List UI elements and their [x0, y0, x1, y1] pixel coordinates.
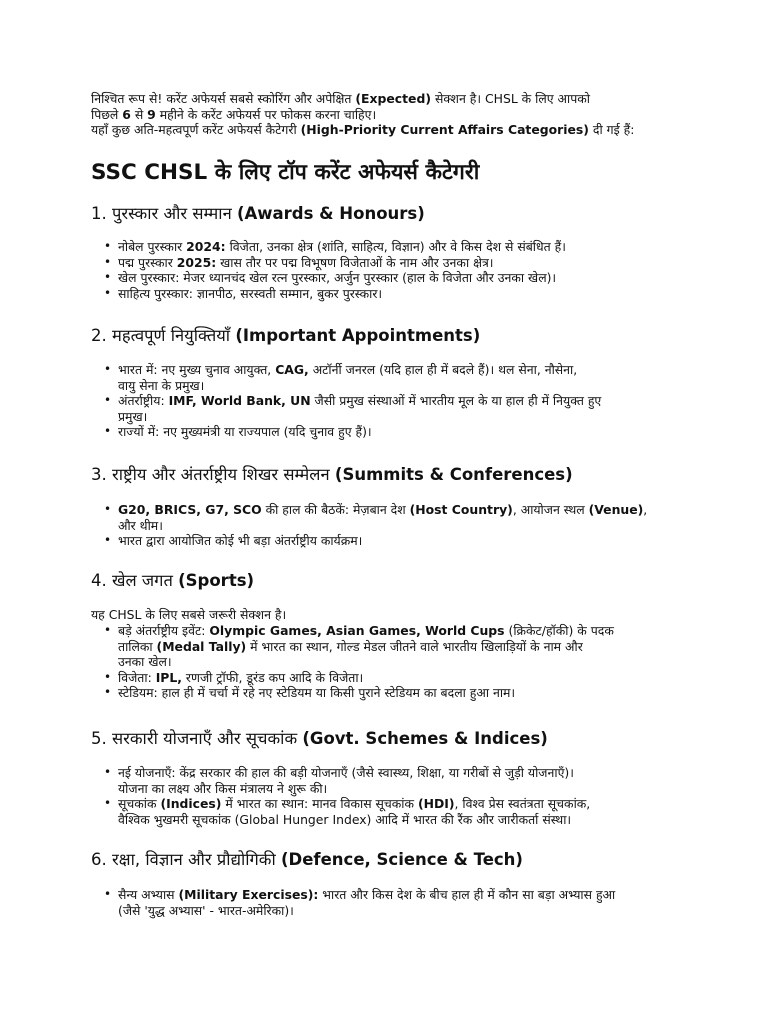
list-item [91, 424, 679, 440]
item-text: (क्रिकेट/हॉकी) के पदक [504, 623, 614, 638]
item-text: भारत में: नए मुख्य चुनाव आयुक्त, [118, 362, 276, 377]
item-text: योजना का लक्ष्य और किस मंत्रालय ने शुरू की। [118, 780, 328, 796]
section-heading-schemes [91, 728, 548, 750]
heading-hindi: 3. राष्ट्रीय और अंतर्राष्ट्रीय शिखर सम्मेलन [91, 465, 335, 484]
list-item [91, 502, 679, 533]
list-item [91, 255, 679, 271]
bullet-icon: • [104, 393, 112, 407]
heading-english: (Govt. Schemes & Indices) [302, 729, 548, 748]
heading-hindi: 2. महत्वपूर्ण नियुक्तियाँ [91, 326, 236, 345]
item-text: खास तौर पर पद्म विभूषण विजेताओं के नाम और उनका क्षेत्र। [216, 254, 494, 270]
section-heading-awards [91, 203, 425, 225]
item-text: में भारत का स्थान: मानव विकास सूचकांक [221, 796, 418, 811]
heading-english: (Sports) [178, 571, 255, 590]
item-bold: (Military Exercises): [178, 887, 319, 902]
item-text: वैश्विक भुखमरी सूचकांक (Global Hunger Index) आदि में भारत की रैंक और जारीकर्ता संस्था। [118, 811, 572, 827]
item-text: , [643, 502, 648, 517]
item-text: (जैसे 'युद्ध अभ्यास' - भारत-अमेरिका)। [118, 902, 294, 918]
item-text: स्टेडियम: हाल ही में चर्चा में रहे नए स्टेडियम या किसी पुराने स्टेडियम का बदला हुआ नाम। [118, 685, 516, 700]
item-bold: (Medal Tally) [156, 638, 247, 654]
bullet-icon: • [104, 685, 112, 699]
intro-text: निश्चित रूप से! करेंट अफेयर्स सबसे स्कोरिंग और अपेक्षित [91, 91, 356, 106]
item-bold: 2024: [186, 239, 226, 254]
item-text: , आयोजन स्थल [512, 502, 589, 517]
intro-text: से [130, 106, 148, 122]
item-bold: (Venue) [588, 502, 644, 517]
list-item [91, 623, 679, 670]
item-text: , विश्व प्रेस स्वतंत्रता सूचकांक, [454, 796, 591, 811]
heading-english: (Summits & Conferences) [334, 465, 573, 484]
bullet-icon: • [104, 623, 112, 637]
list-item [91, 362, 679, 393]
heading-hindi: 5. सरकारी योजनाएँ और सूचकांक [91, 729, 303, 748]
item-text: राज्यों में: नए मुख्यमंत्री या राज्यपाल (यदि चुनाव हुए हैं)। [118, 424, 372, 439]
intro-text: यहाँ कुछ अति-महत्वपूर्ण करेंट अफेयर्स कैटेगरी [91, 122, 301, 137]
defence-list [91, 887, 679, 918]
heading-hindi: 4. खेल जगत [91, 571, 179, 590]
item-text: अंतर्राष्ट्रीय: [118, 393, 169, 408]
intro-paragraph [91, 91, 671, 138]
list-item [91, 887, 679, 918]
bullet-icon: • [104, 254, 112, 269]
item-text: सैन्य अभ्यास [118, 887, 179, 902]
item-text: भारत द्वारा आयोजित कोई भी बड़ा अंतर्राष्ट्रीय कार्यक्रम। [118, 533, 363, 548]
heading-english: (Important Appointments) [235, 326, 481, 345]
heading-hindi: 1. पुरस्कार और सम्मान [91, 204, 237, 223]
summits-list [91, 502, 679, 549]
intro-text: सेक्शन है। CHSL के लिए आपको [431, 91, 590, 106]
bullet-icon: • [104, 424, 112, 438]
list-item [91, 286, 679, 302]
item-text: उनका खेल। [118, 654, 172, 669]
item-bold: IPL, [155, 669, 182, 685]
schemes-list [91, 765, 679, 827]
bullet-icon: • [104, 239, 112, 253]
item-bold: 2025: [176, 254, 217, 270]
intro-line-1 [91, 91, 671, 107]
list-item [91, 765, 679, 796]
bullet-icon: • [104, 502, 112, 516]
item-bold: G20, BRICS, G7, SCO [118, 502, 262, 517]
intro-text: महीने के करेंट अफेयर्स पर फोकस करना चाहिए। [155, 106, 377, 122]
heading-english: (Awards & Honours) [236, 204, 425, 223]
list-item [91, 685, 679, 701]
item-bold: (Indices) [160, 796, 222, 811]
bullet-icon: • [104, 669, 112, 684]
bullet-icon: • [104, 533, 112, 547]
bullet-icon: • [104, 362, 112, 376]
list-item [91, 239, 679, 255]
intro-bold: 9 [147, 106, 156, 122]
item-text: और थीम। [118, 517, 163, 533]
section-heading-defence [91, 849, 523, 871]
list-item [91, 393, 679, 424]
item-text: नोबेल पुरस्कार [118, 239, 187, 254]
item-bold: CAG, [275, 362, 309, 377]
item-bold: IMF, World Bank, UN [168, 393, 311, 408]
intro-bold: 6 [122, 106, 131, 122]
item-text: अटॉर्नी जनरल (यदि हाल ही में बदले हैं)। थल सेना, नौसेना, [308, 362, 578, 377]
bullet-icon: • [104, 285, 112, 300]
list-item [91, 533, 679, 549]
section-heading-summits [91, 464, 573, 486]
section-heading-sports [91, 570, 254, 592]
item-text: भारत और किस देश के बीच हाल ही में कौन सा बड़ा अभ्यास हुआ [318, 887, 616, 902]
bullet-icon: • [104, 796, 112, 810]
item-text: साहित्य पुरस्कार: ज्ञानपीठ, सरस्वती सम्मान, बुकर पुरस्कार। [118, 285, 383, 301]
intro-text: दी गई हैं: [588, 122, 635, 137]
item-text: तालिका [118, 638, 157, 654]
sports-lead: यह CHSL के लिए सबसे जरूरी सेक्शन है। [91, 607, 287, 622]
list-item [91, 270, 679, 286]
item-text: वायु सेना के प्रमुख। [118, 377, 205, 393]
item-text: सूचकांक [118, 796, 161, 811]
item-text: बड़े अंतर्राष्ट्रीय इवेंट: [118, 623, 210, 638]
page-title: SSC CHSL के लिए टॉप करेंट अफेयर्स कैटेगरी [91, 160, 480, 185]
item-text: रणजी ट्रॉफी, डूरंड कप आदि के विजेता। [181, 669, 364, 685]
list-item [91, 670, 679, 686]
intro-bold: (Expected) [355, 91, 431, 106]
sports-list [91, 623, 679, 701]
item-bold: Olympic Games, Asian Games, World Cups [209, 623, 505, 638]
item-bold: (Host Country) [409, 502, 513, 517]
intro-text: पिछले [91, 106, 123, 122]
section-heading-appointments [91, 325, 480, 347]
item-text: खेल पुरस्कार: मेजर ध्यानचंद खेल रत्न पुरस्कार, अर्जुन पुरस्कार (हाल के विजेता और उनका खेल)। [118, 270, 557, 285]
intro-line-2 [91, 107, 671, 123]
intro-line-3 [91, 122, 671, 138]
bullet-icon: • [104, 887, 112, 901]
item-text: नई योजनाएँ: केंद्र सरकार की हाल की बड़ी योजनाएँ (जैसे स्वास्थ्य, शिक्षा, या गरीबों से जुड़ी योजनाएँ)। [118, 765, 574, 780]
item-text: में भारत का स्थान, गोल्ड मेडल जीतने वाले भारतीय खिलाड़ियों के नाम और [246, 638, 583, 654]
bullet-icon: • [104, 270, 112, 284]
item-text: जैसी प्रमुख संस्थाओं में भारतीय मूल के या हाल ही में नियुक्त हुए [310, 393, 602, 408]
heading-english: (Defence, Science & Tech) [281, 850, 523, 869]
intro-bold: (High-Priority Current Affairs Categories) [300, 122, 589, 137]
item-text: की हाल की बैठकें: मेज़बान देश [261, 502, 410, 517]
item-text: विजेता: [118, 669, 156, 685]
list-item [91, 796, 679, 827]
appointments-list [91, 362, 679, 440]
item-text: विजेता, उनका क्षेत्र (शांति, साहित्य, विज्ञान) और वे किस देश से संबंधित हैं। [225, 239, 566, 254]
item-text: पद्म पुरस्कार [118, 254, 177, 270]
heading-hindi: 6. रक्षा, विज्ञान और प्रौद्योगिकी [91, 850, 281, 869]
item-text: प्रमुख। [118, 408, 148, 424]
awards-list [91, 239, 679, 301]
bullet-icon: • [104, 765, 112, 779]
item-bold: (HDI) [417, 796, 455, 811]
